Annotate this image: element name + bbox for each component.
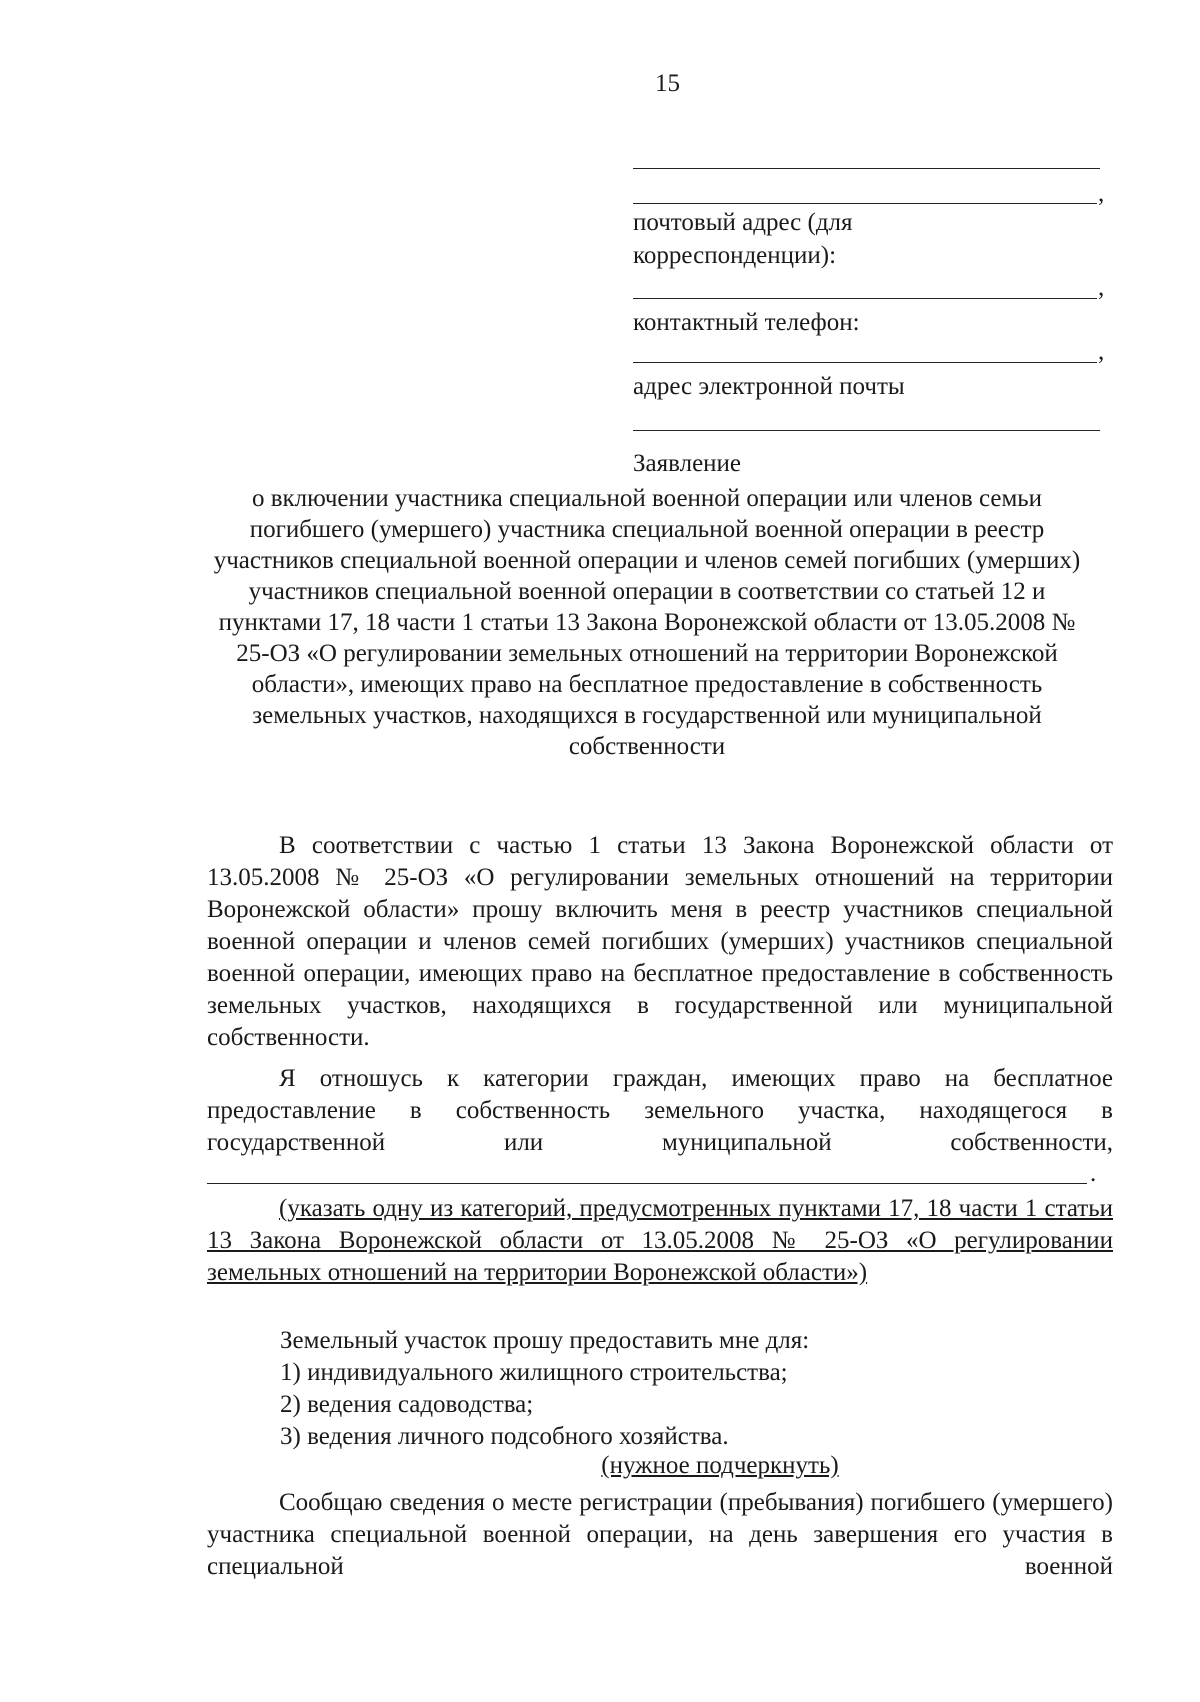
body-paragraph-3: Сообщаю сведения о месте регистрации (пребывания) погибшего (умершего) участника специальной военной операции, на день завершения его участия в специальной военной xyxy=(207,1489,1113,1580)
purpose-option-2: 2) ведения садоводства; xyxy=(280,1391,534,1418)
body-paragraph-3-block xyxy=(207,1487,1113,1583)
body-paragraph-1: В соответствии с частью 1 статьи 13 Закона Воронежской области от 13.05.2008 № 25-ОЗ «О регулировании земельных отношений на территории Воронежской области» прошу включить меня в реестр участников специальной военной операции и членов семей погибших (умерших) участников специальной военной операции, имеющих право на бесплатное предоставление в собственность земельных участков, находящихся в государственной или муниципальной собственности. xyxy=(207,832,1113,1051)
blank-line-1 xyxy=(633,168,1100,169)
page-number: 15 xyxy=(655,70,680,97)
category-period: . xyxy=(1090,1160,1097,1187)
comma-1: , xyxy=(1098,180,1105,207)
category-note-block xyxy=(207,1193,1113,1289)
comma-3: , xyxy=(1098,338,1105,365)
purpose-option-1: 1) индивидуального жилищного строительства; xyxy=(280,1359,788,1386)
blank-line-phone xyxy=(633,362,1097,363)
category-blank-line xyxy=(207,1183,1087,1184)
body-paragraph-2: Я отношусь к категории граждан, имеющих право на бесплатное предоставление в собственность земельного участка, находящегося в государственной или муниципальной собственности, xyxy=(207,1065,1113,1156)
blank-line-2 xyxy=(633,203,1097,204)
comma-2: , xyxy=(1098,274,1105,301)
body-paragraph-2-block xyxy=(207,1063,1113,1159)
document-subject: о включении участника специальной военной операции или членов семьи погибшего (умершего) участника специальной военной операции в реестр участников специальной военной операции и членов семей погибших (умерших) участников специальной военной операции в соответствии со статьей 12 и пунктами 17, 18 части 1 статьи 13 Закона Воронежской области от 13.05.2008 № 25-ОЗ «О регулировании земельных отношений на территории Воронежской области», имеющих право на бесплатное предоставление в собственность земельных участков, находящихся в государственной или муниципальной собственности xyxy=(213,485,1081,760)
purpose-option-3: 3) ведения личного подсобного хозяйства. xyxy=(280,1423,729,1450)
purpose-intro: Земельный участок прошу предоставить мне для: xyxy=(280,1327,810,1354)
underline-instruction: (нужное подчеркнуть) xyxy=(601,1452,839,1479)
category-note: (указать одну из категорий, предусмотренных пунктами 17, 18 части 1 статьи 13 Закона Воронежской области от 13.05.2008 № 25-ОЗ «О регулировании земельных отношений на территории Воронежской области») xyxy=(207,1195,1113,1286)
email-label: адрес электронной почты xyxy=(633,373,905,400)
blank-line-postal xyxy=(633,298,1097,299)
body-paragraph-1-block xyxy=(207,830,1113,1054)
postal-address-label: почтовый адрес (для корреспонденции): xyxy=(633,209,853,269)
blank-line-email xyxy=(633,430,1100,431)
document-title: Заявление xyxy=(633,450,742,477)
phone-label: контактный телефон: xyxy=(633,309,860,336)
